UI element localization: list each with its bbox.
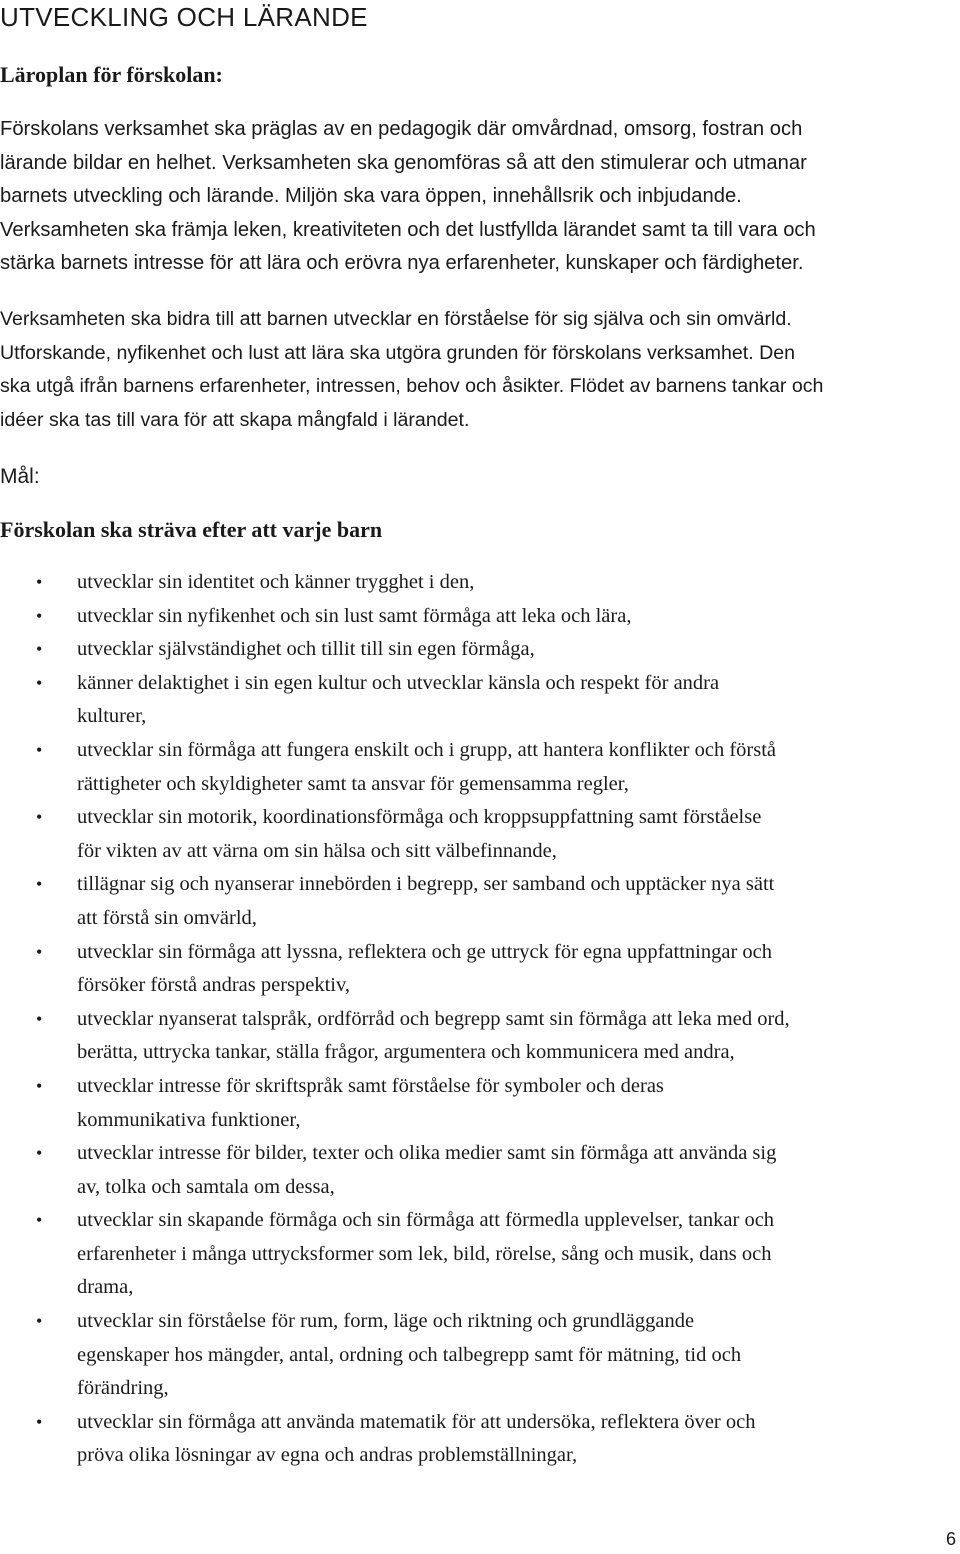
goal-text-line: egenskaper hos mängder, antal, ordning och talbegrepp samt för mätning, tid och (77, 1343, 742, 1366)
goal-list-item (0, 1204, 960, 1305)
paragraph-line: Utforskande, nyfikenhet och lust att lära ska utgöra grunden för förskolans verksamhet. Den (0, 341, 796, 364)
goal-text-line: pröva olika lösningar av egna och andras problemställningar, (77, 1444, 578, 1467)
bullet-icon: • (36, 1143, 43, 1164)
goal-text-line: försöker förstå andras perspektiv, (77, 974, 351, 997)
bullet-icon: • (36, 739, 43, 760)
goal-text-line: kommunikativa funktioner, (77, 1108, 301, 1131)
goal-list-item (0, 633, 960, 667)
goal-text-line: rättigheter och skyldigheter samt ta ansvar för gemensamma regler, (77, 772, 629, 795)
goal-text-line: utvecklar sin motorik, koordinationsförmåga och kroppsuppfattning samt förståelse (77, 806, 762, 829)
bullet-icon: • (36, 672, 43, 693)
goal-text-line: utvecklar sin förmåga att fungera enskilt och i grupp, att hantera konflikter och förstå (77, 738, 777, 761)
goal-text-line: känner delaktighet i sin egen kultur och utvecklar känsla och respekt för andra (77, 671, 720, 694)
goal-text-line: av, tolka och samtala om dessa, (77, 1175, 335, 1198)
goal-text-line: utvecklar intresse för skriftspråk samt förståelse för symboler och deras (77, 1074, 664, 1097)
goal-text-line: utvecklar sin identitet och känner trygghet i den, (77, 571, 475, 593)
bullet-icon: • (36, 1210, 43, 1231)
bullet-icon: • (36, 1008, 43, 1029)
page-title: UTVECKLING OCH LÄRANDE (0, 2, 368, 32)
paragraph-line: stärka barnets intresse för att lära och erövra nya erfarenheter, kunskaper och färdigheter. (0, 252, 804, 274)
goal-list-item (0, 801, 960, 868)
goal-list-item (0, 1003, 960, 1070)
goal-list-item (0, 566, 960, 600)
bullet-icon: • (36, 605, 43, 626)
paragraph-curriculum-2 (0, 303, 960, 437)
goals-intro: Förskolan ska sträva efter att varje barn (0, 517, 383, 542)
paragraph-line: Förskolans verksamhet ska präglas av en pedagogik där omvårdnad, omsorg, fostran och (0, 118, 803, 140)
goal-text-line: drama, (77, 1276, 134, 1299)
bullet-icon: • (36, 807, 43, 828)
goal-text-line: tillägnar sig och nyanserar innebörden i begrepp, ser samband och upptäcker nya sätt (77, 873, 775, 896)
bullet-icon: • (36, 1311, 43, 1332)
paragraph-line: ska utgå ifrån barnens erfarenheter, intressen, behov och åsikter. Flödet av barnens tankar och (0, 375, 824, 397)
bullet-icon: • (36, 874, 43, 895)
paragraph-line: barnets utveckling och lärande. Miljön ska vara öppen, innehållsrik och inbjudande. (0, 185, 742, 207)
goal-text-line: erfarenheter i många uttrycksformer som lek, bild, rörelse, sång och musik, dans och (77, 1242, 772, 1265)
paragraph-line: Verksamheten ska främja leken, kreativiteten och det lustfyllda lärandet samt ta till vara och (0, 218, 816, 241)
goal-text-line: utvecklar sin nyfikenhet och sin lust samt förmåga att leka och lära, (77, 604, 632, 627)
page-number: 6 (945, 1529, 956, 1549)
goal-text-line: för vikten av att värna om sin hälsa och sitt välbefinnande, (77, 839, 557, 862)
paragraph-line: idéer ska tas till vara för att skapa mångfald i lärandet. (0, 408, 470, 431)
curriculum-heading: Läroplan för förskolan: (0, 62, 223, 87)
goal-text-line: utvecklar sin skapande förmåga och sin förmåga att förmedla upplevelser, tankar och (77, 1209, 775, 1232)
goals-heading: Mål: (0, 465, 40, 488)
goal-text-line: att förstå sin omvärld, (77, 906, 257, 929)
goal-text-line: kulturer, (77, 705, 147, 728)
goal-text-line: utvecklar sin förmåga att använda matematik för att undersöka, reflektera över och (77, 1410, 756, 1433)
bullet-icon: • (36, 639, 43, 660)
goal-text-line: berätta, uttrycka tankar, ställa frågor, argumentera och kommunicera med andra, (77, 1041, 735, 1064)
goal-list-item (0, 868, 960, 935)
bullet-icon: • (36, 941, 43, 962)
paragraph-curriculum-1 (0, 113, 960, 281)
goal-text-line: förändring, (77, 1377, 169, 1400)
goal-text-line: utvecklar intresse för bilder, texter och olika medier samt sin förmåga att använda sig (77, 1142, 777, 1165)
goal-list-item (0, 1070, 960, 1137)
paragraph-line: Verksamheten ska bidra till att barnen utvecklar en förståelse för sig själva och sin omvärld. (0, 308, 792, 330)
bullet-icon: • (36, 1411, 43, 1432)
goal-list-item (0, 936, 960, 1003)
goal-list-item (0, 667, 960, 734)
bullet-icon: • (36, 1075, 43, 1096)
bullet-icon: • (36, 572, 43, 592)
goal-list-item (0, 734, 960, 801)
goal-list-item (0, 1137, 960, 1204)
paragraph-line: lärande bildar en helhet. Verksamheten ska genomföras så att den stimulerar och utmanar (0, 151, 807, 174)
goal-text-line: utvecklar sin förståelse för rum, form, läge och riktning och grundläggande (77, 1310, 695, 1333)
goal-text-line: utvecklar nyanserat talspråk, ordförråd och begrepp samt sin förmåga att leka med ord, (77, 1007, 790, 1030)
goal-list-item (0, 600, 960, 634)
goals-list (0, 566, 960, 1473)
goal-text-line: utvecklar sin förmåga att lyssna, reflektera och ge uttryck för egna uppfattningar och (77, 940, 773, 963)
goal-list-item (0, 1406, 960, 1473)
goal-list-item (0, 1305, 960, 1406)
goal-text-line: utvecklar självständighet och tillit till sin egen förmåga, (77, 638, 535, 661)
